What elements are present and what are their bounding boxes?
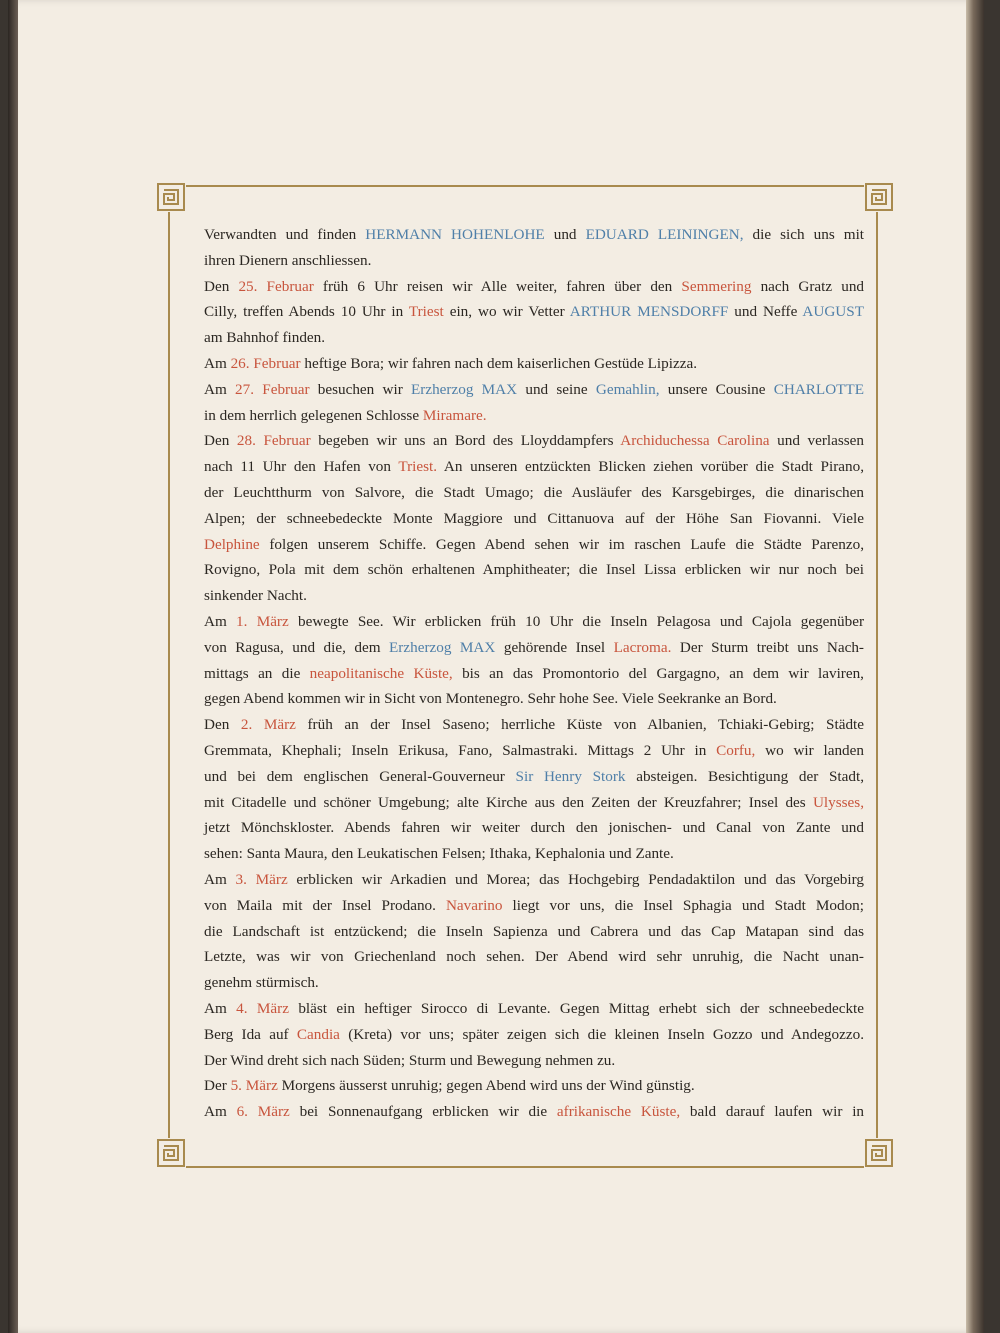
text-segment: gehörende Insel bbox=[495, 638, 614, 656]
text-segment: nach Gratz und bbox=[751, 277, 865, 295]
text-segment: der Leuchtthurm von Salvore, die Stadt Umago; die Ausläufer des Karsgebirges, die dinarischen bbox=[204, 483, 864, 501]
text-segment: ein, wo wir Vetter bbox=[443, 303, 570, 321]
text-segment: Der bbox=[204, 1077, 231, 1095]
highlight-date-place: 26. Februar bbox=[230, 354, 301, 372]
text-segment: und bei dem englischen General-Gouverneur bbox=[204, 767, 516, 785]
text-line bbox=[204, 712, 864, 738]
diary-text-body bbox=[204, 222, 864, 1125]
text-segment: erblicken wir Arkadien und Morea; das Hochgebirg Pendadaktilon und das Vorgebirg bbox=[287, 870, 864, 888]
text-segment: Am bbox=[204, 380, 236, 398]
highlight-date-place: 2. März bbox=[240, 716, 296, 734]
highlight-person: ARTHUR MENSDORFF bbox=[569, 303, 729, 321]
highlight-date-place: 28. Februar bbox=[236, 432, 311, 450]
text-segment: Den bbox=[204, 432, 237, 450]
text-segment: Den bbox=[204, 716, 241, 734]
text-line bbox=[204, 919, 864, 945]
text-segment: bei Sonnenaufgang erblicken wir die bbox=[289, 1103, 557, 1121]
highlight-date-place: afrikanische Küste, bbox=[556, 1103, 681, 1121]
text-segment: ihren Dienern anschliessen. bbox=[204, 251, 372, 269]
text-line bbox=[204, 403, 864, 429]
greek-key-corner-icon bbox=[864, 182, 894, 212]
highlight-date-place: Corfu, bbox=[716, 741, 756, 759]
text-segment: Am bbox=[204, 999, 237, 1017]
highlight-date-place: Ulysses, bbox=[812, 793, 864, 811]
text-line bbox=[204, 583, 864, 609]
highlight-date-place: 4. März bbox=[236, 999, 289, 1017]
highlight-person: Erzherzog MAX bbox=[411, 380, 518, 398]
highlight-person: AUGUST bbox=[802, 303, 865, 321]
text-line bbox=[204, 686, 864, 712]
text-segment: und seine bbox=[517, 380, 596, 398]
text-line bbox=[204, 1099, 864, 1125]
text-line bbox=[204, 738, 864, 764]
text-segment: Berg Ida auf bbox=[204, 1025, 297, 1043]
highlight-date-place: 25. Februar bbox=[238, 277, 314, 295]
text-line bbox=[204, 815, 864, 841]
text-line bbox=[204, 1073, 864, 1099]
text-line bbox=[204, 274, 864, 300]
text-line bbox=[204, 248, 864, 274]
text-segment: jetzt Mönchskloster. Abends fahren wir weiter durch den jonischen- und Canal von Zante und bbox=[204, 819, 864, 837]
highlight-date-place: Miramare. bbox=[422, 406, 487, 424]
text-line bbox=[204, 299, 864, 325]
highlight-date-place: 3. März bbox=[235, 870, 288, 888]
text-line bbox=[204, 841, 864, 867]
text-segment: liegt vor uns, die Insel Sphagia und Stadt Modon; bbox=[502, 896, 864, 914]
text-segment: sehen: Santa Maura, den Leukatischen Felsen; Ithaka, Kephalonia und Zante. bbox=[204, 845, 674, 863]
text-segment: bewegte See. Wir erblicken früh 10 Uhr die Inseln Pelagosa und Cajola gegenüber bbox=[288, 612, 865, 630]
text-segment: Letzte, was wir von Griechenland noch sehen. Der Abend wird sehr unruhig, die Nacht unan- bbox=[204, 948, 864, 966]
text-segment: An unseren entzückten Blicken ziehen vorüber die Stadt Pirano, bbox=[437, 458, 865, 476]
text-segment: unsere Cousine bbox=[659, 380, 774, 398]
text-segment: Am bbox=[204, 612, 237, 630]
text-segment: (Kreta) vor uns; später zeigen sich die kleinen Inseln Gozzo und Andegozzo. bbox=[339, 1025, 864, 1043]
highlight-date-place: 6. März bbox=[236, 1103, 290, 1121]
text-line bbox=[204, 609, 864, 635]
text-segment: begeben wir uns an Bord des Lloyddampfers bbox=[310, 432, 621, 450]
text-segment: und verlassen bbox=[769, 432, 865, 450]
text-line bbox=[204, 428, 864, 454]
highlight-date-place: Delphine bbox=[204, 535, 260, 553]
book-spine-edge bbox=[8, 0, 18, 1333]
book-page bbox=[8, 0, 984, 1333]
text-segment: genehm stürmisch. bbox=[204, 974, 319, 992]
book-page-edges bbox=[966, 0, 984, 1333]
text-line bbox=[204, 325, 864, 351]
text-line bbox=[204, 532, 864, 558]
text-line bbox=[204, 893, 864, 919]
text-line bbox=[204, 377, 864, 403]
greek-key-corner-icon bbox=[156, 182, 186, 212]
text-segment: Der Wind dreht sich nach Süden; Sturm und Bewegung nehmen zu. bbox=[204, 1051, 616, 1069]
text-segment: heftige Bora; wir fahren nach dem kaiserlichen Gestüde Lipizza. bbox=[300, 354, 697, 372]
text-segment: Der Sturm treibt uns Nach- bbox=[671, 638, 864, 656]
highlight-date-place: 1. März bbox=[236, 612, 289, 630]
text-line bbox=[204, 454, 864, 480]
text-segment: früh an der Insel Saseno; herrliche Küste von Albanien, Tchiaki-Gebirg; Städte bbox=[295, 716, 865, 734]
text-segment: in dem herrlich gelegenen Schlosse bbox=[204, 406, 423, 424]
text-segment: am Bahnhof finden. bbox=[204, 329, 326, 347]
text-segment: Gremmata, Khephali; Inseln Erikusa, Fano, Salmastraki. Mittags 2 Uhr in bbox=[204, 741, 717, 759]
highlight-date-place: Candia bbox=[296, 1025, 340, 1043]
highlight-person: Gemahlin, bbox=[595, 380, 660, 398]
text-segment: nach 11 Uhr den Hafen von bbox=[204, 458, 399, 476]
text-line bbox=[204, 557, 864, 583]
highlight-person: HERMANN HOHENLOHE bbox=[365, 226, 545, 243]
text-segment: mittags an die bbox=[204, 664, 310, 682]
text-segment: Am bbox=[204, 870, 236, 888]
text-line bbox=[204, 1048, 864, 1074]
text-segment: Morgens äusserst unruhig; gegen Abend wird uns der Wind günstig. bbox=[277, 1077, 695, 1095]
text-segment: Rovigno, Pola mit dem schön erhaltenen Amphitheater; die Insel Lissa erblicken wir nur noch bei bbox=[204, 561, 864, 579]
text-segment: früh 6 Uhr reisen wir Alle weiter, fahren über den bbox=[313, 277, 682, 295]
text-segment: und bbox=[544, 226, 586, 243]
text-line bbox=[204, 790, 864, 816]
text-line bbox=[204, 1022, 864, 1048]
text-line bbox=[204, 970, 864, 996]
text-segment: bläst ein heftiger Sirocco di Levante. Gegen Mittag erhebt sich der schneebedeckte bbox=[288, 999, 864, 1017]
text-line bbox=[204, 351, 864, 377]
text-segment: folgen unserem Schiffe. Gegen Abend sehen wir im raschen Laufe die Städte Parenzo, bbox=[259, 535, 864, 553]
text-line bbox=[204, 867, 864, 893]
text-segment: sinkender Nacht. bbox=[204, 587, 307, 605]
highlight-date-place: Lacroma. bbox=[613, 638, 672, 656]
text-segment: Den bbox=[204, 277, 239, 295]
text-segment: Verwandten und finden bbox=[204, 226, 366, 243]
text-segment: von Ragusa, und die, dem bbox=[204, 638, 390, 656]
text-segment: Am bbox=[204, 354, 231, 372]
text-segment: besuchen wir bbox=[309, 380, 412, 398]
text-line bbox=[204, 661, 864, 687]
text-segment: mit Citadelle und schöner Umgebung; alte Kirche aus den Zeiten der Kreuzfahrer; Insel des bbox=[204, 793, 813, 811]
text-segment: die Landschaft ist entzückend; die Inseln Sapienza und Cabrera und das Cap Matapan sind das bbox=[204, 922, 864, 940]
text-segment: und Neffe bbox=[728, 303, 803, 321]
text-segment: bald darauf laufen wir in bbox=[680, 1103, 865, 1121]
text-line bbox=[204, 764, 864, 790]
highlight-date-place: 27. Februar bbox=[235, 380, 310, 398]
highlight-date-place: Triest. bbox=[398, 458, 438, 476]
text-segment: Cilly, treffen Abends 10 Uhr in bbox=[204, 303, 409, 321]
text-line bbox=[204, 944, 864, 970]
text-segment: von Maila mit der Insel Prodano. bbox=[204, 896, 446, 914]
greek-key-corner-icon bbox=[864, 1138, 894, 1168]
highlight-person: Sir Henry Stork bbox=[515, 767, 626, 785]
text-line bbox=[204, 635, 864, 661]
text-line bbox=[204, 222, 864, 248]
text-line bbox=[204, 996, 864, 1022]
text-segment: wo wir landen bbox=[755, 741, 864, 759]
text-segment: absteigen. Besichtigung der Stadt, bbox=[625, 767, 865, 785]
highlight-person: CHARLOTTE bbox=[773, 380, 864, 398]
highlight-date-place: Semmering bbox=[681, 277, 752, 295]
text-segment: die sich uns mit bbox=[743, 226, 865, 243]
text-segment: gegen Abend kommen wir in Sicht von Montenegro. Sehr hohe See. Viele Seekranke an Bord. bbox=[204, 690, 777, 708]
highlight-person: Erzherzog MAX bbox=[389, 638, 496, 656]
text-segment: Alpen; der schneebedeckte Monte Maggiore und Cittanuova auf der Höhe San Fiovanni. Viele bbox=[204, 509, 864, 527]
highlight-date-place: Navarino bbox=[445, 896, 503, 914]
text-line bbox=[204, 506, 864, 532]
highlight-date-place: 5. März bbox=[230, 1077, 278, 1095]
highlight-date-place: Triest bbox=[408, 303, 444, 321]
greek-key-corner-icon bbox=[156, 1138, 186, 1168]
highlight-date-place: neapolitanische Küste, bbox=[309, 664, 453, 682]
highlight-person: EDUARD LEININGEN, bbox=[585, 226, 744, 243]
text-segment: Am bbox=[204, 1103, 237, 1121]
highlight-date-place: Archiduchessa Carolina bbox=[620, 432, 770, 450]
text-segment: bis an das Promontorio del Gargagno, an dem wir laviren, bbox=[452, 664, 864, 682]
text-line bbox=[204, 480, 864, 506]
